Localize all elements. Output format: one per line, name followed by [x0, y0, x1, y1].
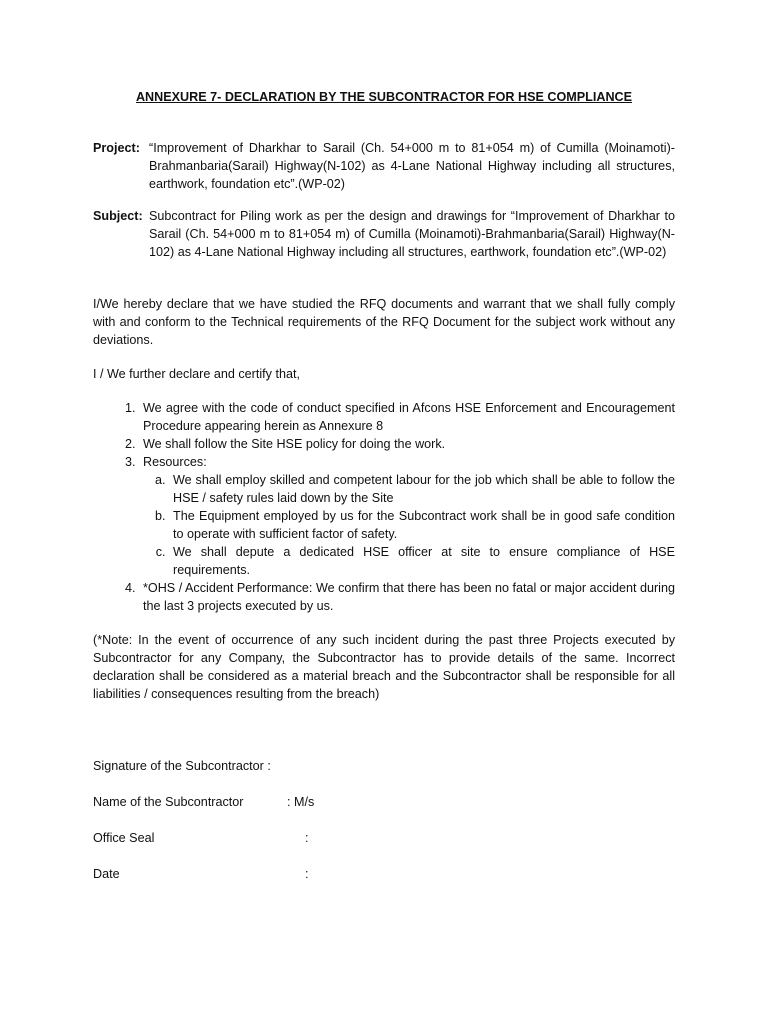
list-item: [139, 453, 675, 579]
subject-label: Subject:: [93, 209, 143, 223]
name-value: : M/s: [287, 795, 315, 809]
list-item-text: We agree with the code of conduct specified in Afcons HSE Enforcement and Encouragement Procedure appearing herein as Annexure 8: [143, 401, 675, 433]
declaration-paragraph: I/We hereby declare that we have studied the RFQ documents and warrant that we shall fully comply with and conform to the Technical requirements of the RFQ Document for the subject work without any deviations.: [93, 297, 675, 347]
note-paragraph: (*Note: In the event of occurrence of any such incident during the past three Projects executed by Subcontractor for any Company, the Subcontractor has to provide details of the same. Incorrect declaration shall be considered as a material breach and the Subcontractor shall be responsible for all liabilities / consequences resulting from the breach): [93, 633, 675, 701]
subject-text: Subcontract for Piling work as per the design and drawings for “Improvement of Dharkhar to Sarail (Ch. 54+000 m to 81+054 m) of Cumilla (Moinamoti)-Brahmanbaria(Sarail) Highway(N-102) as 4-Lane National Highway including all structures, earthwork, foundation etc”.(WP-02): [149, 209, 675, 259]
list-item: [139, 435, 675, 453]
name-row: [93, 793, 675, 811]
date-label: Date: [93, 867, 120, 881]
sub-list-item-text: We shall depute a dedicated HSE officer at site to ensure compliance of HSE requirements.: [173, 545, 675, 577]
resources-sublist: [143, 471, 675, 579]
office-seal-value: :: [305, 831, 309, 845]
sub-list-item-text: The Equipment employed by us for the Subcontract work shall be in good safe condition to operate with sufficient factor of safety.: [173, 509, 675, 541]
date-row: [93, 865, 675, 883]
sub-list-item: [169, 543, 675, 579]
subject-block: [93, 207, 675, 261]
signature-row: [93, 757, 675, 775]
list-item-text: *OHS / Accident Performance: We confirm that there has been no fatal or major accident during the last 3 projects executed by us.: [143, 581, 675, 613]
sub-list-item: [169, 507, 675, 543]
declaration-list: [93, 399, 675, 615]
signature-label: Signature of the Subcontractor :: [93, 759, 271, 773]
sub-list-item-text: We shall employ skilled and competent labour for the job which shall be able to follow the HSE / safety rules laid down by the Site: [173, 473, 675, 505]
list-item: [139, 579, 675, 615]
further-declare-paragraph: I / We further declare and certify that,: [93, 367, 300, 381]
sub-list-item: [169, 471, 675, 507]
date-value: :: [305, 867, 309, 881]
page-title: ANNEXURE 7- DECLARATION BY THE SUBCONTRACTOR FOR HSE COMPLIANCE: [135, 90, 633, 104]
project-label: Project:: [93, 141, 140, 155]
office-seal-label: Office Seal: [93, 831, 155, 845]
office-seal-row: [93, 829, 675, 847]
list-item-text: Resources:: [143, 455, 207, 469]
signature-block: [93, 757, 675, 883]
project-text: “Improvement of Dharkhar to Sarail (Ch. 54+000 m to 81+054 m) of Cumilla (Moinamoti)-Brahmanbaria(Sarail) Highway(N-102) as 4-Lane National Highway including all structures, earthwork, foundation etc”.(WP-02): [149, 141, 675, 191]
name-label: Name of the Subcontractor: [93, 795, 244, 809]
list-item-text: We shall follow the Site HSE policy for doing the work.: [143, 437, 446, 451]
project-block: [93, 139, 675, 193]
list-item: [139, 399, 675, 435]
